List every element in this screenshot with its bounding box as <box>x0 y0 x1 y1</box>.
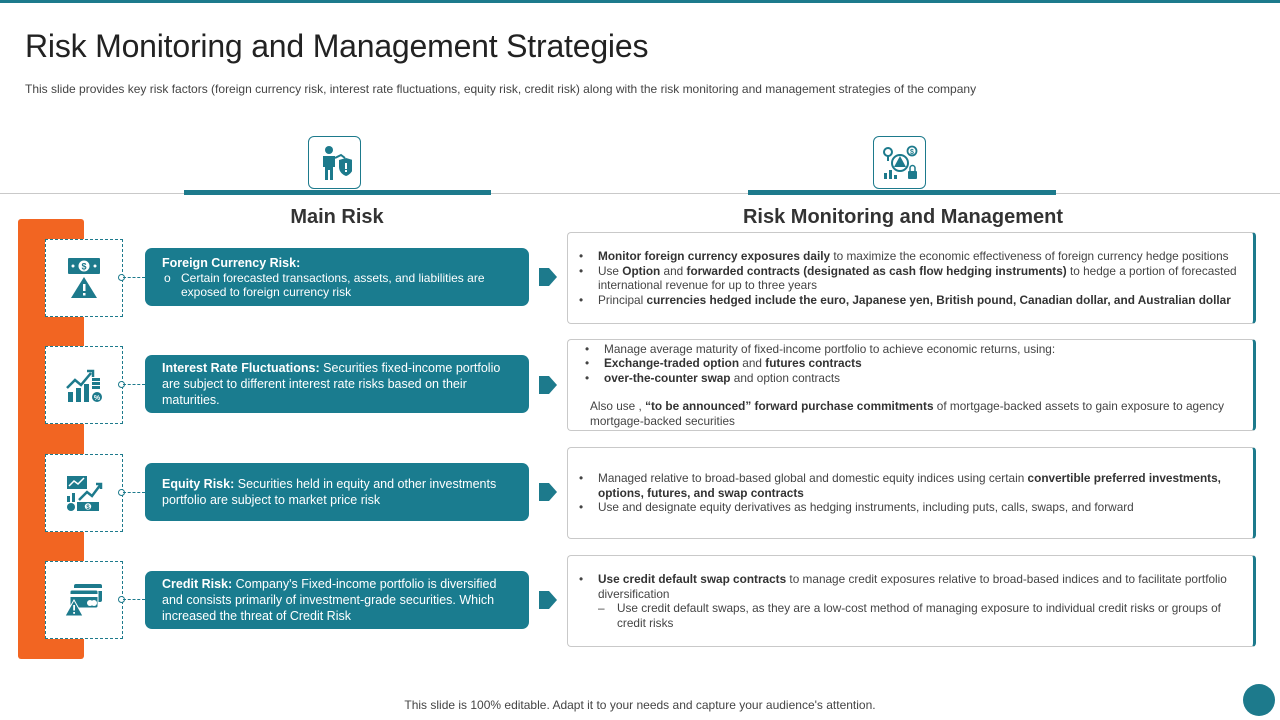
mgmt-box-credit <box>567 555 1256 647</box>
mgmt-bullet: • Use credit default swap contracts to manage credit exposures relative to broad-based indices and to facilitate portfolio diversification <box>598 572 1241 601</box>
monitoring-header-icon <box>873 136 926 189</box>
risk-icon-box <box>45 239 123 317</box>
equity-growth-icon <box>65 474 103 512</box>
connector-line <box>123 599 145 600</box>
main-risk-header-icon <box>308 136 361 189</box>
mgmt-bullet: • Use and designate equity derivatives as hedging instruments, including puts, calls, swaps, and forward <box>598 500 1241 515</box>
page-subtitle: This slide provides key risk factors (foreign currency risk, interest rate fluctuations, equity risk, credit risk) along with the risk monitoring and management strategies of the company <box>25 82 977 96</box>
main-risk-header-bar <box>184 190 491 195</box>
arrow-right-icon <box>539 483 557 501</box>
risk-icon-box <box>45 454 123 532</box>
mgmt-bullet: • Managed relative to broad-based global and domestic equity indices using certain convertible preferred investments, options, futures, and swap contracts <box>598 471 1241 500</box>
risk-box-credit <box>145 571 529 629</box>
footer-note: This slide is 100% editable. Adapt it to your needs and capture your audience's attention. <box>404 698 876 712</box>
mgmt-bullet: • Exchange-traded option and futures contracts <box>604 356 1241 371</box>
mgmt-box-foreign-currency <box>567 232 1256 324</box>
risk-text: Interest Rate Fluctuations: Securities fixed-income portfolio are subject to different interest rate risks based on their maturities. <box>162 361 501 407</box>
monitoring-header-bar <box>748 190 1056 195</box>
svg-text:$: $ <box>86 505 90 511</box>
svg-text:$: $ <box>81 261 87 272</box>
mgmt-bullet: • Use Option and forwarded contracts (designated as cash flow hedging instruments) to hedge a portion of forecasted international revenue for up to three years <box>598 264 1241 293</box>
svg-text:$: $ <box>909 148 914 156</box>
risk-box-interest-rate <box>145 355 529 413</box>
mgmt-box-equity <box>567 447 1256 539</box>
circle-bullet: o <box>164 271 171 285</box>
connector-line <box>123 492 145 493</box>
arrow-right-icon <box>539 268 557 286</box>
mgmt-bullet: • Principal currencies hedged include the euro, Japanese yen, British pound, Canadian dollar, and Australian dollar <box>598 293 1241 308</box>
risk-icon-box <box>45 346 123 424</box>
svg-text:%: % <box>93 395 101 402</box>
person-shield-icon <box>318 144 352 182</box>
risk-box-equity <box>145 463 529 521</box>
page-title: Risk Monitoring and Management Strategies <box>25 28 649 64</box>
risk-sub-item: o Certain forecasted transactions, assets, and liabilities are exposed to foreign currency risk <box>164 271 485 299</box>
mgmt-bullet: • Monitor foreign currency exposures daily to maximize the economic effectiveness of foreign currency hedge positions <box>598 249 1241 264</box>
currency-warning-icon <box>64 257 104 299</box>
mgmt-bullet: • over-the-counter swap and option contracts <box>604 371 1241 386</box>
corner-decoration <box>1243 684 1275 716</box>
mgmt-sub-bullet: – Use credit default swaps, as they are a low-cost method of managing exposure to individual credit risks or groups of credit risks <box>598 601 1241 630</box>
monitoring-column-title: Risk Monitoring and Management <box>742 206 1064 228</box>
arrow-right-icon <box>539 376 557 394</box>
risk-box-foreign-currency <box>145 248 529 306</box>
interest-rate-chart-icon <box>65 366 103 404</box>
risk-icon-box <box>45 561 123 639</box>
mgmt-box-interest-rate <box>567 339 1256 431</box>
arrow-right-icon <box>539 591 557 609</box>
risk-monitoring-icon <box>880 143 920 183</box>
risk-title: Foreign Currency Risk: <box>162 256 301 270</box>
risk-text: Equity Risk: Securities held in equity and other investments portfolio are subject to market price risk <box>162 477 497 507</box>
credit-card-warning-icon <box>64 582 104 618</box>
mgmt-paragraph: Also use , “to be announced” forward purchase commitments of mortgage-backed assets to gain exposure to agency mortgage-backed securities <box>590 399 1225 428</box>
mgmt-bullet: • Manage average maturity of fixed-income portfolio to achieve economic returns, using: <box>604 342 1241 357</box>
top-accent-bar <box>0 0 1280 3</box>
connector-line <box>123 384 145 385</box>
risk-text: Credit Risk: Company's Fixed-income portfolio is diversified and consists primarily of investment-grade securities. Which increased the threat of Credit Risk <box>162 577 497 623</box>
main-risk-column-title: Main Risk <box>290 206 384 228</box>
connector-line <box>123 277 145 278</box>
